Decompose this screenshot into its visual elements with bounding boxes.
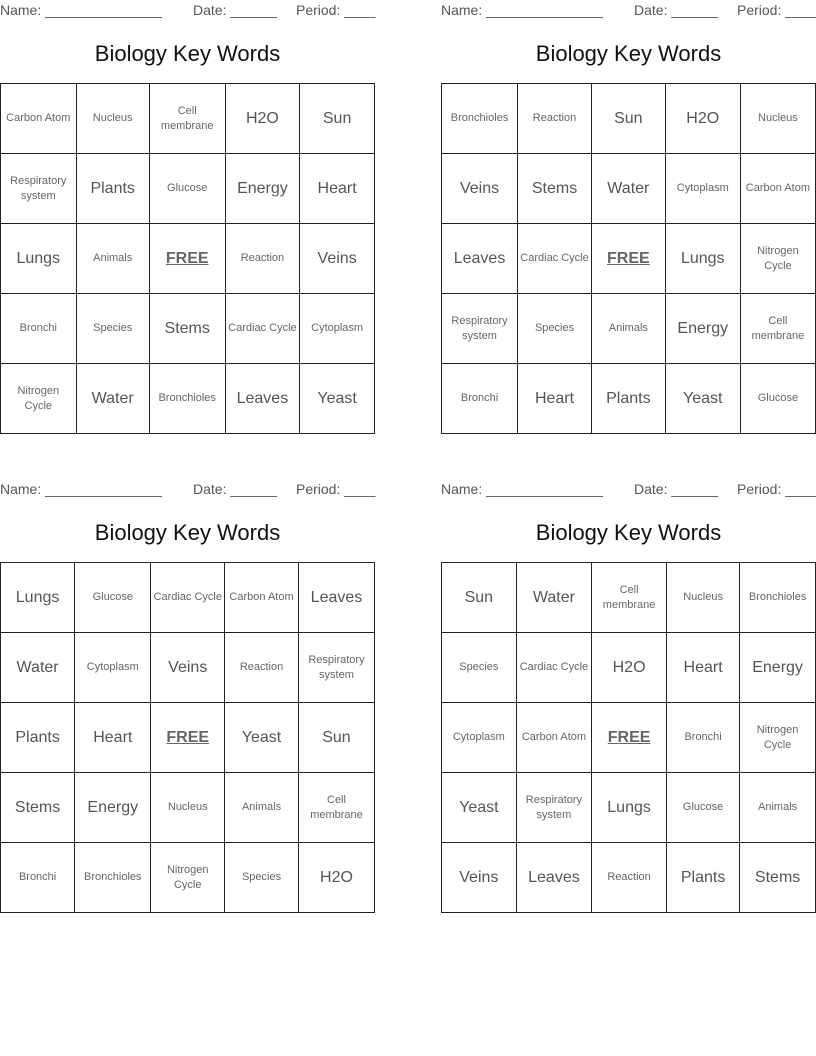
card-title: Biology Key Words <box>535 41 722 66</box>
grid-cell: H2O <box>225 84 300 154</box>
grid-cell: Veins <box>300 224 375 294</box>
grid-cell: Glucose <box>740 364 815 434</box>
grid-cell: Cardiac Cycle <box>518 224 592 294</box>
bingo-grid <box>0 83 375 434</box>
grid-cell: Heart <box>75 703 151 773</box>
grid-cell: Bronchioles <box>149 364 225 434</box>
grid-cell: Carbon Atom <box>1 84 77 154</box>
date-field-label: Date: ______ <box>634 481 719 497</box>
grid-row <box>442 703 816 773</box>
grid-cell: Reaction <box>225 224 300 294</box>
grid-cell: Plants <box>1 703 75 773</box>
grid-row <box>1 84 375 154</box>
name-field-label: Name: _______________ <box>441 2 603 18</box>
grid-cell: Stems <box>149 294 225 364</box>
grid-cell: Sun <box>300 84 375 154</box>
grid-cell: Glucose <box>75 563 151 633</box>
grid-cell: Glucose <box>666 773 739 843</box>
grid-cell: H2O <box>592 633 667 703</box>
grid-cell: Nucleus <box>76 84 149 154</box>
grid-cell: Energy <box>740 633 816 703</box>
grid-cell: Veins <box>442 154 518 224</box>
grid-cell: Veins <box>442 843 517 913</box>
free-space: FREE <box>591 224 665 294</box>
date-field-label: Date: ______ <box>193 481 278 497</box>
grid-row <box>442 364 816 434</box>
grid-cell: Cytoplasm <box>665 154 740 224</box>
grid-row <box>442 773 816 843</box>
grid-cell: Nucleus <box>666 563 739 633</box>
grid-cell: Nitrogen Cycle <box>151 843 225 913</box>
grid-cell: Cytoplasm <box>75 633 151 703</box>
grid-cell: Leaves <box>442 224 518 294</box>
card-title: Biology Key Words <box>535 520 722 545</box>
name-field-label: Name: _______________ <box>0 2 162 18</box>
grid-cell: Stems <box>518 154 592 224</box>
grid-cell: Respiratory system <box>1 154 77 224</box>
grid-cell: Animals <box>76 224 149 294</box>
period-field-label: Period: ____ <box>737 481 816 497</box>
grid-cell: Nitrogen Cycle <box>740 224 815 294</box>
period-field-label: Period: ____ <box>296 481 376 497</box>
free-space: FREE <box>149 224 225 294</box>
grid-cell: Plants <box>666 843 739 913</box>
grid-cell: Cell membrane <box>149 84 225 154</box>
grid-cell: Reaction <box>592 843 667 913</box>
grid-cell: Respiratory system <box>442 294 518 364</box>
grid-row <box>1 224 375 294</box>
grid-cell: Species <box>225 843 299 913</box>
grid-cell: Cytoplasm <box>442 703 517 773</box>
grid-row <box>442 294 816 364</box>
grid-cell: Bronchi <box>1 294 77 364</box>
grid-cell: Plants <box>591 364 665 434</box>
grid-cell: Reaction <box>225 633 299 703</box>
bingo-card <box>0 479 376 891</box>
grid-cell: Leaves <box>516 843 592 913</box>
grid-cell: Bronchi <box>1 843 75 913</box>
name-field-label: Name: _______________ <box>0 481 162 497</box>
grid-cell: Bronchioles <box>740 563 816 633</box>
grid-cell: Glucose <box>149 154 225 224</box>
card-title: Biology Key Words <box>94 520 281 545</box>
grid-row <box>1 843 375 913</box>
grid-cell: Yeast <box>300 364 375 434</box>
free-space: FREE <box>151 703 225 773</box>
grid-cell: Stems <box>1 773 75 843</box>
grid-cell: Nitrogen Cycle <box>1 364 77 434</box>
grid-cell: Heart <box>300 154 375 224</box>
grid-cell: Yeast <box>665 364 740 434</box>
grid-row <box>1 773 375 843</box>
grid-cell: Animals <box>225 773 299 843</box>
card-title: Biology Key Words <box>94 41 281 66</box>
grid-cell: Bronchioles <box>75 843 151 913</box>
name-field-label: Name: _______________ <box>441 481 603 497</box>
grid-row <box>442 154 816 224</box>
grid-cell: Species <box>76 294 149 364</box>
grid-cell: Cell membrane <box>592 563 667 633</box>
date-field-label: Date: ______ <box>634 2 719 18</box>
grid-row <box>1 294 375 364</box>
grid-cell: Carbon Atom <box>516 703 592 773</box>
grid-cell: Leaves <box>225 364 300 434</box>
card-header <box>0 479 375 501</box>
grid-cell: Plants <box>76 154 149 224</box>
grid-cell: Yeast <box>442 773 517 843</box>
grid-cell: Water <box>76 364 149 434</box>
grid-cell: Respiratory system <box>516 773 592 843</box>
grid-row <box>442 224 816 294</box>
grid-cell: Respiratory system <box>298 633 374 703</box>
grid-cell: Bronchi <box>666 703 739 773</box>
grid-cell: Bronchioles <box>442 84 518 154</box>
grid-cell: H2O <box>298 843 374 913</box>
grid-cell: Animals <box>591 294 665 364</box>
grid-cell: Energy <box>75 773 151 843</box>
grid-cell: Energy <box>665 294 740 364</box>
grid-cell: Leaves <box>298 563 374 633</box>
grid-cell: Yeast <box>225 703 299 773</box>
card-header <box>441 479 816 501</box>
grid-cell: Cell membrane <box>740 294 815 364</box>
grid-row <box>1 563 375 633</box>
grid-cell: Heart <box>666 633 739 703</box>
grid-row <box>442 84 816 154</box>
grid-cell: Cytoplasm <box>300 294 375 364</box>
grid-cell: Water <box>1 633 75 703</box>
period-field-label: Period: ____ <box>296 2 376 18</box>
grid-cell: Cardiac Cycle <box>225 294 300 364</box>
grid-row <box>1 633 375 703</box>
grid-row <box>1 364 375 434</box>
grid-cell: H2O <box>665 84 740 154</box>
bingo-card <box>441 479 816 886</box>
bingo-grid <box>441 562 816 913</box>
grid-cell: Heart <box>518 364 592 434</box>
grid-cell: Energy <box>225 154 300 224</box>
grid-cell: Cell membrane <box>298 773 374 843</box>
grid-cell: Carbon Atom <box>225 563 299 633</box>
grid-cell: Sun <box>591 84 665 154</box>
grid-cell: Water <box>591 154 665 224</box>
period-field-label: Period: ____ <box>737 2 816 18</box>
free-space: FREE <box>592 703 667 773</box>
grid-cell: Lungs <box>1 563 75 633</box>
card-header <box>0 0 375 22</box>
grid-cell: Sun <box>298 703 374 773</box>
bingo-grid <box>441 83 816 434</box>
grid-cell: Cardiac Cycle <box>151 563 225 633</box>
grid-cell: Species <box>518 294 592 364</box>
grid-cell: Water <box>516 563 592 633</box>
grid-row <box>442 633 816 703</box>
grid-row <box>442 843 816 913</box>
grid-cell: Carbon Atom <box>740 154 815 224</box>
card-header <box>441 0 816 22</box>
date-field-label: Date: ______ <box>193 2 278 18</box>
grid-row <box>442 563 816 633</box>
grid-cell: Nucleus <box>151 773 225 843</box>
grid-cell: Lungs <box>1 224 77 294</box>
bingo-grid <box>0 562 375 913</box>
grid-cell: Nitrogen Cycle <box>740 703 816 773</box>
grid-cell: Lungs <box>665 224 740 294</box>
grid-cell: Nucleus <box>740 84 815 154</box>
bingo-card <box>0 0 376 412</box>
bingo-card <box>441 0 816 407</box>
grid-row <box>1 703 375 773</box>
grid-cell: Lungs <box>592 773 667 843</box>
grid-cell: Sun <box>442 563 517 633</box>
grid-row <box>1 154 375 224</box>
grid-cell: Reaction <box>518 84 592 154</box>
grid-cell: Cardiac Cycle <box>516 633 592 703</box>
grid-cell: Species <box>442 633 517 703</box>
grid-cell: Animals <box>740 773 816 843</box>
grid-cell: Stems <box>740 843 816 913</box>
grid-cell: Bronchi <box>442 364 518 434</box>
grid-cell: Veins <box>151 633 225 703</box>
